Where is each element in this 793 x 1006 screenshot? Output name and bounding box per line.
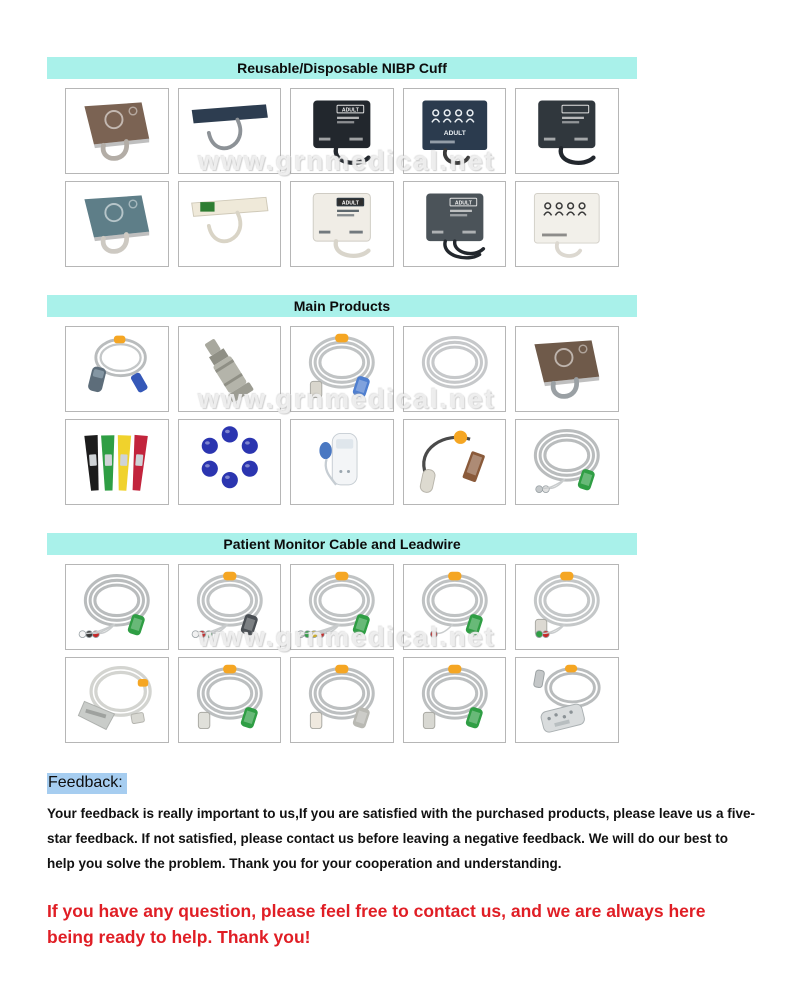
spo2-extension-cable bbox=[290, 326, 394, 412]
contact-note-text: If you have any question, please feel free to contact us, and we are always here being ready to help. Thank you! bbox=[47, 900, 706, 948]
svg-text:ADULT: ADULT bbox=[342, 107, 360, 114]
section-title: Main Products bbox=[293, 298, 391, 314]
temperature-probe-set bbox=[65, 419, 169, 505]
5-lead-one-piece-ecg-cable bbox=[403, 564, 507, 650]
svg-text:ADULT: ADULT bbox=[342, 200, 360, 207]
teal-reusable-nibp-cuff bbox=[65, 181, 169, 267]
section-header-main bbox=[47, 295, 637, 317]
brown-nibp-cuff bbox=[515, 326, 619, 412]
svg-text:ADULT: ADULT bbox=[443, 129, 466, 137]
5-lead-ecg-cable-clip bbox=[178, 564, 282, 650]
feedback-heading: Feedback: bbox=[47, 773, 127, 794]
ibp-adapter-cable bbox=[290, 657, 394, 743]
brown-reusable-nibp-cuff bbox=[65, 88, 169, 174]
section-title: Patient Monitor Cable and Leadwire bbox=[223, 536, 461, 552]
gray-twin-tube-adult-nibp-cuff bbox=[403, 181, 507, 267]
section-main-products bbox=[47, 295, 637, 505]
neonate-disposable-nibp-cuff bbox=[178, 181, 282, 267]
gray-coiled-tube bbox=[403, 326, 507, 412]
feedback-body-text: Your feedback is really important to us,If you are satisfied with the purchased products, please leave us a five-star feedback. If not satisfied, please contact us before leaving a negative feedback. We will do our best to help you solve the problem. Thank you for your cooperation and understanding. bbox=[47, 806, 755, 871]
feedback-block bbox=[47, 773, 755, 950]
multi-link-leadwire-adapter bbox=[515, 657, 619, 743]
svg-text:ADULT: ADULT bbox=[454, 200, 472, 207]
ecg-trunk-cable-round-green bbox=[178, 657, 282, 743]
suction-chest-electrode-set bbox=[178, 419, 282, 505]
white-pediatric-nibp-cuff bbox=[515, 181, 619, 267]
watermark: www.grnmedical.net bbox=[198, 146, 496, 176]
black-adult-nibp-cuff bbox=[290, 88, 394, 174]
section-nibp-cuff bbox=[47, 57, 637, 267]
ibp-transducer bbox=[290, 419, 394, 505]
white-disposable-adult-nibp-cuff bbox=[290, 181, 394, 267]
10-lead-ekg-cable-clip bbox=[290, 564, 394, 650]
product-grid-main bbox=[65, 326, 619, 505]
watermark: www.grnmedical.net bbox=[198, 384, 496, 414]
section-title: Reusable/Disposable NIBP Cuff bbox=[237, 60, 447, 76]
spo2-finger-sensor bbox=[65, 326, 169, 412]
ecg-trunk-cable-green-connector bbox=[515, 419, 619, 505]
metal-connector bbox=[178, 326, 282, 412]
ecg-trunk-cable-green-round bbox=[403, 657, 507, 743]
product-grid-nibp bbox=[65, 88, 619, 267]
navy-family-adult-nibp-cuff bbox=[403, 88, 507, 174]
section-header-nibp bbox=[47, 57, 637, 79]
ecg-trunk-cable-wide-connector bbox=[65, 657, 169, 743]
3-lead-ecg-cable-connector bbox=[515, 564, 619, 650]
watermark: www.grnmedical.net bbox=[198, 622, 496, 652]
navy-flat-nibp-cuff bbox=[178, 88, 282, 174]
product-grid-cable bbox=[65, 564, 619, 743]
3-lead-ecg-cable-snap bbox=[65, 564, 169, 650]
section-cable-leadwire bbox=[47, 533, 637, 743]
section-header-cable bbox=[47, 533, 637, 555]
dark-gray-nibp-cuff bbox=[515, 88, 619, 174]
spo2-adapter-cable bbox=[403, 419, 507, 505]
